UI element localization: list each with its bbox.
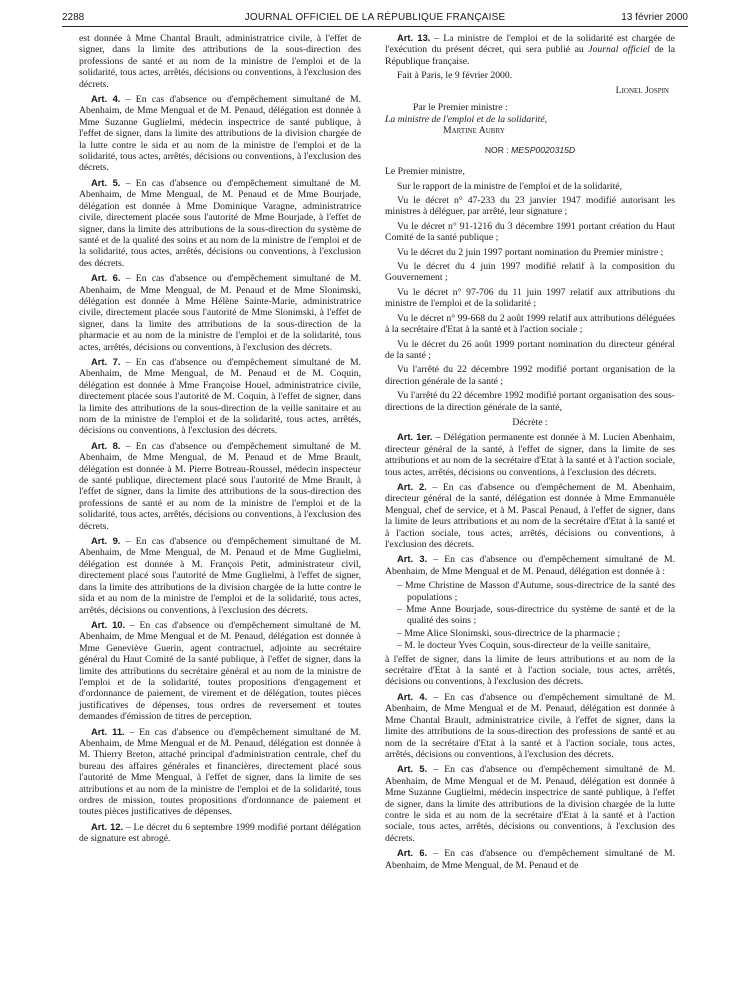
decrete-heading: Décrète : bbox=[512, 416, 548, 428]
visa-line: Vu l'arrêté du 22 décembre 1992 modifié portant organisation des sous-directions de la direction générale de la santé, bbox=[385, 390, 675, 413]
signature-block bbox=[385, 102, 675, 137]
visa-line: Vu le décret n° 97-706 du 11 juin 1997 relatif aux attributions du ministre de l'emploi et de la solidarité ; bbox=[385, 286, 675, 310]
visa-line: Vu le décret du 2 juin 1997 portant nomination du Premier ministre ; bbox=[397, 246, 664, 258]
right-column bbox=[385, 32, 675, 874]
article-1: Art. 1er. – Délégation permanente est donnée à M. Lucien Abenhaim, directeur général de la santé, à l'effet de signer, dans la limite de ses attributions et au nom de la secrétaire d'Etat à la santé et à l'action sociale, tous actes, arrêtés, décisions ou conventions, à l'exclusion des décrets. bbox=[385, 431, 675, 478]
list-item: – Mme Alice Slonimski, sous-directrice de la pharmacie ; bbox=[385, 628, 675, 639]
visas-list bbox=[385, 166, 675, 413]
article-paragraph: Art. 6. – En cas d'absence ou d'empêchement simultané de M. Abenhaim, de Mme Mengual, de M. Penaud et de Mme Slonimski, délégation est donnée à Mme Hélène Sainte-Marie, administratrice civile, directement placée sous l'autorité de Mme Slonimski, à l'effet de signer, dans la limite des attributions de la sous-direction de la pharmacie et au nom de la ministre de l'emploi et de la solidarité, tous actes, arrêtés, décisions ou conventions, à l'exclusion des décrets. bbox=[79, 272, 361, 353]
article-paragraph: Art. 5. – En cas d'absence ou d'empêchement simultané de M. Abenhaim, de Mme Mengual, de M. Penaud et de Mme Bourjade, délégation est donnée à Mme Dominique Varagne, administratrice civile, directement placée sous l'autorité de Mme Bourjade, à l'effet de signer, dans la limite des attributions de la sous-direction du système de santé et de la qualité des soins et au nom de la ministre de l'emploi et de la solidarité, tous actes, arrêtés, décisions ou conventions, à l'exclusion des décrets. bbox=[79, 176, 361, 269]
ministre-title: La ministre de l'emploi et de la solidarité, bbox=[385, 113, 548, 125]
list-item: – Mme Christine de Masson d'Autume, sous-directrice de la santé des populations ; bbox=[385, 580, 675, 603]
visa-line: Vu l'arrêté du 22 décembre 1992 modifié portant organisation de la direction générale de la santé ; bbox=[385, 364, 675, 387]
par-premier-ministre: Par le Premier ministre : bbox=[413, 102, 508, 114]
article-paragraph: Art. 11. – En cas d'absence ou d'empêchement simultané de M. Abenhaim, de Mme Mengual et de M. Penaud, délégation est donnée à M. Thierry Breton, attaché principal d'administration centrale, chef du bureau des affaires générales et financières, directement placé sous l'autorité de Mme Mengual, à l'effet de signer, dans la limite de ses attributions et au nom de la ministre de l'emploi et de la solidarité, tous ordres de mission, toutes propositions d'ordonnance de paiement et toutes pièces justificatives de dépenses. bbox=[79, 725, 362, 818]
visa-line: Vu le décret n° 91-1216 du 3 décembre 1991 portant création du Haut Comité de la santé publique ; bbox=[385, 220, 675, 244]
visa-line: Vu le décret n° 99-668 du 2 août 1999 relatif aux attributions déléguées à la secrétaire d'Etat à la santé et à l'action sociale ; bbox=[385, 312, 675, 336]
article-13: Art. 13. – La ministre de l'emploi et de la solidarité est chargée de l'exécution du présent décret, qui sera publié au Journal officiel de la République française. bbox=[385, 32, 676, 67]
visa-line: Vu le décret du 26 août 1999 portant nomination du directeur général de la santé ; bbox=[385, 338, 675, 361]
visa-line: Le Premier ministre, bbox=[385, 166, 465, 178]
article-paragraph: Art. 4. – En cas d'absence ou d'empêchement simultané de M. Abenhaim, de Mme Mengual et de M. Penaud, délégation est donnée à Mme Suzanne Guglielmi, médecin inspectrice de santé publique, à l'effet de signer, dans la limite des attributions de la division chargée de la lutte contre le sida et au nom de la ministre de l'emploi et de la solidarité, tous actes, arrêtés, décisions ou conventions, à l'exclusion des décrets. bbox=[79, 93, 361, 174]
article-paragraph: Art. 12. – Le décret du 6 septembre 1999 modifié portant délégation de signature est abrogé. bbox=[79, 820, 361, 845]
article-paragraph: est donnée à Mme Chantal Brault, administratrice civile, à l'effet de signer, dans la limite des attributions de la sous-direction des professions de santé et au nom de la ministre de l'emploi et de la solidarité, tous actes, arrêtés, décisions ou conventions, à l'exclusion des décrets. bbox=[79, 33, 361, 90]
nor-reference: NOR : MESP0020315D bbox=[484, 144, 576, 155]
article-paragraph: Art. 9. – En cas d'absence ou d'empêchement simultané de M. Abenhaim, de Mme Mengual, de M. Penaud et de Mme Guglielmi, délégation est donnée à M. François Petit, administrateur civil, directement placé sous l'autorité de Mme Guglielmi, à l'effet de signer, dans la limite des attributions de la division chargée de la lutte contre le sida et au nom de la ministre de l'emploi et de la solidarité, tous actes, arrêtés, décisions ou conventions, à l'exclusion des décrets. bbox=[79, 535, 361, 616]
list-item: – Mme Anne Bourjade, sous-directrice du système de santé et de la qualité des soins ; bbox=[385, 604, 675, 627]
signatory: Lionel Jospin bbox=[615, 84, 669, 96]
article-5: Art. 5. – En cas d'absence ou d'empêchement simultané de M. Abenhaim, de Mme Mengual et de M. Penaud, délégation est donnée à Mme Suzanne Guglielmi, médecin inspectrice de santé publique, à l'effet de signer, dans la limite des attributions de la division chargée de la lutte contre le sida et au nom de la secrétaire d'Etat à la santé et à l'action sociale, tous actes, arrêtés, décisions ou conventions, à l'exclusion des décrets. bbox=[385, 763, 675, 844]
journal-title: JOURNAL OFFICIEL DE LA RÉPUBLIQUE FRANÇAISE bbox=[244, 12, 506, 23]
list-item: – M. le docteur Yves Coquin, sous-directeur de la veille sanitaire, bbox=[385, 640, 675, 651]
article-4: Art. 4. – En cas d'absence ou d'empêchement simultané de M. Abenhaim, de Mme Mengual et de M. Penaud, délégation est donnée à Mme Chantal Brault, administratrice civile, à l'effet de signer, dans la limite des attributions de la sous-direction des professions de santé et au nom de la secrétaire d'Etat à la santé et à l'action sociale, tous actes, arrêtés, décisions ou conventions, à l'exclusion des décrets. bbox=[385, 690, 675, 760]
article-paragraph: Art. 7. – En cas d'absence ou d'empêchement simultané de M. Abenhaim, de Mme Mengual, de M. Penaud et de M. Coquin, délégation est donnée à Mme Françoise Houel, administratrice civile, directement placée sous l'autorité de M. Coquin, à l'effet de signer, dans la limite des attributions de la sous-direction de la veille sanitaire et au nom de la ministre de l'emploi et de la solidarité, tous actes, arrêtés, décisions ou conventions, à l'exclusion des décrets. bbox=[79, 355, 361, 437]
article-paragraph: Art. 10. – En cas d'absence ou d'empêchement simultané de M. Abenhaim, de Mme Mengual et de M. Penaud, délégation est donnée à Mme Geneviève Guerin, agent contractuel, adjointe au secrétaire général du Haut Comité de la santé publique, à l'effet de signer, dans la limite des attributions du secrétaire général et au nom de la ministre de l'emploi et de la solidarité, toutes propositions d'engagement et d'ordonnance de paiement, de virement et de délégation, toutes pièces justificatives de dépenses, tous ordres de reversement et toutes demandes d'émission de titres de perception. bbox=[79, 618, 361, 723]
page-number: 2288 bbox=[62, 12, 85, 23]
article-6: Art. 6. – En cas d'absence ou d'empêchement simultané de M. Abenhaim, de Mme Mengual, de M. Penaud et de bbox=[385, 847, 675, 871]
article-3-tail: à l'effet de signer, dans la limite de leurs attributions et au nom de la secrétaire d'Etat à la santé et à l'action sociale, tous actes, arrêtés, décisions ou conventions, à l'exclusion des décrets. bbox=[385, 653, 675, 688]
page-header bbox=[62, 10, 688, 27]
article-paragraph: Art. 8. – En cas d'absence ou d'empêchement simultané de M. Abenhaim, de Mme Mengual, de M. Penaud et de Mme Brault, délégation est donnée à M. Pierre Botreau-Roussel, médecin inspecteur de santé publique, directement placé sous l'autorité de Mme Brault, à l'effet de signer, dans la limite des attributions de la sous-direction des professions de santé et au nom de la ministre de l'emploi et de la solidarité, tous actes, arrêtés, décisions ou conventions, à l'exclusion des décrets. bbox=[79, 439, 361, 532]
visa-line: Sur le rapport de la ministre de l'emploi et de la solidarité, bbox=[397, 180, 623, 192]
visa-line: Vu le décret n° 47-233 du 23 janvier 1947 modifié autorisant les ministres à déléguer, par arrêté, leur signature ; bbox=[385, 195, 675, 218]
fait-a-paris: Fait à Paris, le 9 février 2000. bbox=[397, 70, 513, 82]
article-3: Art. 3. – En cas d'absence ou d'empêchement simultané de M. Abenhaim, de Mme Mengual et de M. Penaud, délégation est donnée à : bbox=[385, 553, 675, 577]
issue-date: 13 février 2000 bbox=[621, 12, 688, 23]
left-column bbox=[79, 32, 361, 848]
ministre-name: Martine Aubry bbox=[443, 125, 505, 137]
article-2: Art. 2. – En cas d'absence ou d'empêchement de M. Abenhaim, directeur général de la santé, délégation est donnée à Mme Emmanuèle Mengual, chef de service, et à M. Pascal Penaud, à l'effet de signer, dans la limite de leurs attributions et au nom de la secrétaire d'Etat à la santé et à l'action sociale, tous actes, arrêtés, décisions ou conventions, à l'exclusion des décrets. bbox=[385, 480, 675, 550]
visa-line: Vu le décret du 4 juin 1997 modifié relatif à la composition du Gouvernement ; bbox=[385, 261, 675, 284]
article-3-list bbox=[385, 580, 675, 651]
